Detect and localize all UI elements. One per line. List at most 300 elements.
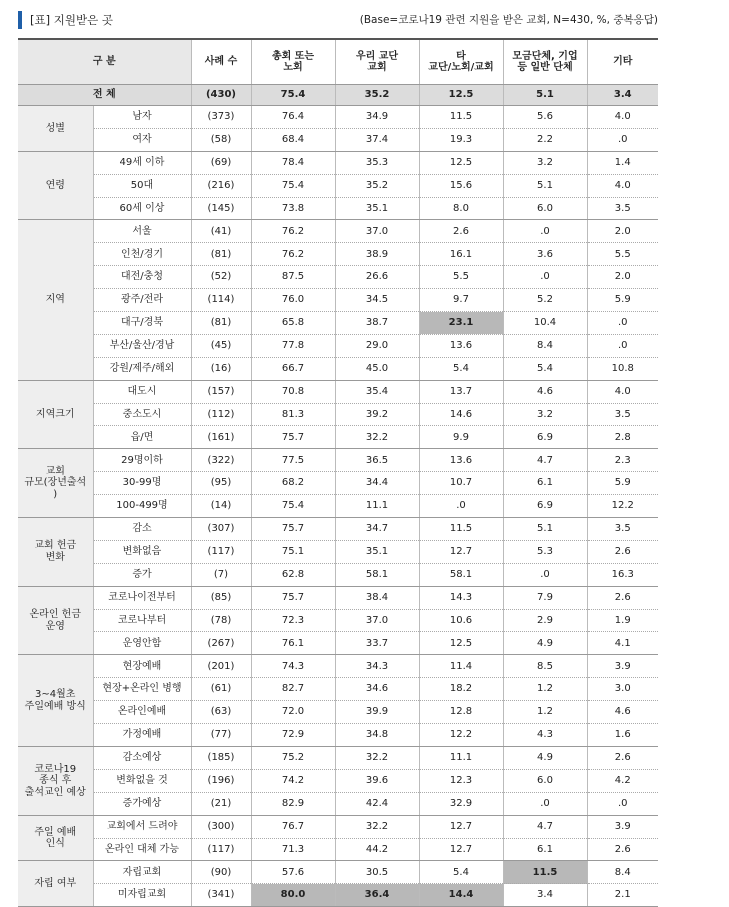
table-row — [18, 220, 658, 243]
data-cell: 15.6 — [419, 174, 503, 197]
table-row — [18, 792, 658, 815]
data-cell: 39.6 — [335, 769, 419, 792]
data-cell: 58.1 — [419, 563, 503, 586]
data-cell: 1.6 — [587, 724, 658, 747]
data-cell: 3.5 — [587, 403, 658, 426]
row-count: (14) — [191, 495, 251, 518]
row-label: 코로나이전부터 — [93, 586, 191, 609]
table-row — [18, 609, 658, 632]
data-cell: 75.4 — [251, 495, 335, 518]
table-row — [18, 632, 658, 655]
data-cell: 11.1 — [419, 746, 503, 769]
row-label: 강원/제주/해외 — [93, 357, 191, 380]
data-cell: 5.5 — [587, 243, 658, 266]
row-count: (41) — [191, 220, 251, 243]
data-cell: 12.5 — [419, 632, 503, 655]
row-label: 30-99명 — [93, 472, 191, 495]
table-row — [18, 769, 658, 792]
row-label: 온라인 대체 가능 — [93, 838, 191, 861]
data-cell: 65.8 — [251, 312, 335, 335]
data-cell: .0 — [587, 792, 658, 815]
data-cell: .0 — [503, 563, 587, 586]
row-count: (95) — [191, 472, 251, 495]
data-cell: 4.9 — [503, 746, 587, 769]
data-cell: 76.4 — [251, 106, 335, 129]
row-label: 감소 — [93, 518, 191, 541]
data-cell: 16.3 — [587, 563, 658, 586]
table-row — [18, 701, 658, 724]
data-cell: 62.8 — [251, 563, 335, 586]
row-label: 부산/울산/경남 — [93, 334, 191, 357]
row-label: 운영안함 — [93, 632, 191, 655]
group-label: 지역 — [18, 220, 93, 380]
data-cell: 2.8 — [587, 426, 658, 449]
data-cell: 4.7 — [503, 449, 587, 472]
data-cell: 12.7 — [419, 838, 503, 861]
row-count: (78) — [191, 609, 251, 632]
data-cell: 2.0 — [587, 220, 658, 243]
data-cell: 75.7 — [251, 586, 335, 609]
data-cell: 16.1 — [419, 243, 503, 266]
data-cell: 72.9 — [251, 724, 335, 747]
table-row — [18, 655, 658, 678]
row-label: 100-499명 — [93, 495, 191, 518]
table-row — [18, 586, 658, 609]
header-col3: 타 교단/노회/교회 — [419, 39, 503, 85]
data-cell: 4.7 — [503, 815, 587, 838]
data-cell: 10.7 — [419, 472, 503, 495]
data-cell: 9.9 — [419, 426, 503, 449]
highlighted-cell: 14.4 — [419, 884, 503, 907]
row-label: 읍/면 — [93, 426, 191, 449]
data-cell: 37.4 — [335, 128, 419, 151]
total-value: 5.1 — [503, 85, 587, 106]
data-cell: 8.4 — [587, 861, 658, 884]
data-cell: 76.7 — [251, 815, 335, 838]
row-count: (81) — [191, 243, 251, 266]
group-label: 코로나19 종식 후 출석교인 예상 — [18, 746, 93, 815]
row-label: 인천/경기 — [93, 243, 191, 266]
row-label: 60세 이상 — [93, 197, 191, 220]
data-cell: 32.9 — [419, 792, 503, 815]
data-cell: 2.1 — [587, 884, 658, 907]
data-cell: 5.4 — [419, 357, 503, 380]
data-cell: 77.5 — [251, 449, 335, 472]
data-cell: 5.1 — [503, 174, 587, 197]
data-cell: 34.4 — [335, 472, 419, 495]
row-label: 대도시 — [93, 380, 191, 403]
data-cell: 3.2 — [503, 403, 587, 426]
data-cell: 68.4 — [251, 128, 335, 151]
data-cell: .0 — [503, 792, 587, 815]
data-cell: 30.5 — [335, 861, 419, 884]
data-cell: 35.2 — [335, 174, 419, 197]
table-row — [18, 861, 658, 884]
header-col4: 모금단체, 기업 등 일반 단체 — [503, 39, 587, 85]
data-cell: 42.4 — [335, 792, 419, 815]
data-cell: 6.0 — [503, 197, 587, 220]
data-cell: 82.7 — [251, 678, 335, 701]
data-cell: 39.9 — [335, 701, 419, 724]
row-count: (81) — [191, 312, 251, 335]
data-cell: .0 — [503, 220, 587, 243]
row-label: 현장+온라인 병행 — [93, 678, 191, 701]
row-label: 가정예배 — [93, 724, 191, 747]
table-row — [18, 128, 658, 151]
table-row — [18, 174, 658, 197]
data-cell: 1.4 — [587, 151, 658, 174]
data-cell: 12.7 — [419, 815, 503, 838]
table-row — [18, 334, 658, 357]
header-col2: 우리 교단 교회 — [335, 39, 419, 85]
header-col1: 총회 또는 노회 — [251, 39, 335, 85]
data-cell: 34.9 — [335, 106, 419, 129]
data-cell: 6.9 — [503, 426, 587, 449]
data-cell: 73.8 — [251, 197, 335, 220]
data-cell: 37.0 — [335, 609, 419, 632]
data-cell: 75.1 — [251, 540, 335, 563]
row-label: 온라인예배 — [93, 701, 191, 724]
table-row — [18, 357, 658, 380]
data-cell: 4.9 — [503, 632, 587, 655]
data-cell: 5.3 — [503, 540, 587, 563]
data-cell: 2.0 — [587, 266, 658, 289]
data-cell: 36.5 — [335, 449, 419, 472]
data-cell: 38.4 — [335, 586, 419, 609]
data-cell: 5.9 — [587, 289, 658, 312]
data-cell: 3.4 — [503, 884, 587, 907]
data-cell: 1.2 — [503, 701, 587, 724]
group-label: 자립 여부 — [18, 861, 93, 907]
data-cell: 2.6 — [587, 586, 658, 609]
data-cell: 12.8 — [419, 701, 503, 724]
data-cell: .0 — [587, 334, 658, 357]
data-cell: 12.2 — [587, 495, 658, 518]
data-cell: 34.6 — [335, 678, 419, 701]
table-title-bar — [18, 10, 658, 32]
row-label: 광주/전라 — [93, 289, 191, 312]
row-label: 변화없을 것 — [93, 769, 191, 792]
base-note: (Base=코로나19 관련 지원을 받은 교회, N=430, %, 중복응답) — [359, 14, 658, 26]
data-cell: 34.7 — [335, 518, 419, 541]
data-cell: 34.5 — [335, 289, 419, 312]
table-row — [18, 838, 658, 861]
header-count: 사례 수 — [191, 39, 251, 85]
row-count: (61) — [191, 678, 251, 701]
data-cell: 5.6 — [503, 106, 587, 129]
row-label: 미자립교회 — [93, 884, 191, 907]
data-cell: 19.3 — [419, 128, 503, 151]
data-cell: 5.5 — [419, 266, 503, 289]
table-row — [18, 518, 658, 541]
data-cell: 77.8 — [251, 334, 335, 357]
row-count: (307) — [191, 518, 251, 541]
table-row — [18, 266, 658, 289]
row-count: (341) — [191, 884, 251, 907]
row-count: (185) — [191, 746, 251, 769]
row-count: (157) — [191, 380, 251, 403]
row-label: 자립교회 — [93, 861, 191, 884]
data-cell: 81.3 — [251, 403, 335, 426]
table-row — [18, 495, 658, 518]
table-row — [18, 884, 658, 907]
row-label: 교회에서 드려야 — [93, 815, 191, 838]
data-cell: 2.3 — [587, 449, 658, 472]
data-cell: 2.9 — [503, 609, 587, 632]
row-count: (85) — [191, 586, 251, 609]
table-row — [18, 678, 658, 701]
data-cell: .0 — [419, 495, 503, 518]
data-cell: 4.0 — [587, 380, 658, 403]
data-cell: 12.2 — [419, 724, 503, 747]
row-label: 중소도시 — [93, 403, 191, 426]
total-value: 75.4 — [251, 85, 335, 106]
row-count: (201) — [191, 655, 251, 678]
data-cell: 6.1 — [503, 472, 587, 495]
row-label: 현장예배 — [93, 655, 191, 678]
data-cell: 6.9 — [503, 495, 587, 518]
data-cell: 32.2 — [335, 815, 419, 838]
row-count: (58) — [191, 128, 251, 151]
group-label: 지역크기 — [18, 380, 93, 449]
data-cell: 9.7 — [419, 289, 503, 312]
highlighted-cell: 80.0 — [251, 884, 335, 907]
data-cell: 3.5 — [587, 197, 658, 220]
row-count: (77) — [191, 724, 251, 747]
row-label: 서울 — [93, 220, 191, 243]
data-cell: 44.2 — [335, 838, 419, 861]
data-cell: 75.7 — [251, 426, 335, 449]
row-count: (196) — [191, 769, 251, 792]
row-label: 변화없음 — [93, 540, 191, 563]
table-row — [18, 403, 658, 426]
data-cell: 38.9 — [335, 243, 419, 266]
data-cell: 35.3 — [335, 151, 419, 174]
table-row — [18, 243, 658, 266]
data-cell: 10.6 — [419, 609, 503, 632]
data-cell: 72.0 — [251, 701, 335, 724]
row-count: (373) — [191, 106, 251, 129]
row-count: (52) — [191, 266, 251, 289]
data-cell: 13.6 — [419, 334, 503, 357]
data-cell: 39.2 — [335, 403, 419, 426]
support-source-table — [18, 38, 658, 907]
data-cell: 12.5 — [419, 151, 503, 174]
row-count: (114) — [191, 289, 251, 312]
data-cell: 74.3 — [251, 655, 335, 678]
row-count: (45) — [191, 334, 251, 357]
data-cell: 7.9 — [503, 586, 587, 609]
data-cell: 4.1 — [587, 632, 658, 655]
data-cell: 3.5 — [587, 518, 658, 541]
data-cell: 75.2 — [251, 746, 335, 769]
row-label: 증가예상 — [93, 792, 191, 815]
data-cell: 4.6 — [503, 380, 587, 403]
data-cell: 10.8 — [587, 357, 658, 380]
data-cell: 33.7 — [335, 632, 419, 655]
data-cell: 3.9 — [587, 655, 658, 678]
data-cell: 35.1 — [335, 197, 419, 220]
data-cell: 4.3 — [503, 724, 587, 747]
data-cell: 14.3 — [419, 586, 503, 609]
total-value: 3.4 — [587, 85, 658, 106]
row-count: (145) — [191, 197, 251, 220]
table-row — [18, 815, 658, 838]
data-cell: 2.6 — [587, 838, 658, 861]
data-cell: 18.2 — [419, 678, 503, 701]
data-cell: 75.7 — [251, 518, 335, 541]
row-label: 증가 — [93, 563, 191, 586]
data-cell: 78.4 — [251, 151, 335, 174]
data-cell: .0 — [587, 128, 658, 151]
group-label: 연령 — [18, 151, 93, 220]
data-cell: 87.5 — [251, 266, 335, 289]
row-label: 코로나부터 — [93, 609, 191, 632]
data-cell: 38.7 — [335, 312, 419, 335]
data-cell: 2.2 — [503, 128, 587, 151]
data-cell: 12.3 — [419, 769, 503, 792]
group-label: 교회 헌금 변화 — [18, 518, 93, 587]
table-row — [18, 563, 658, 586]
data-cell: 3.0 — [587, 678, 658, 701]
data-cell: 5.2 — [503, 289, 587, 312]
data-cell: 1.2 — [503, 678, 587, 701]
table-row — [18, 151, 658, 174]
table-row — [18, 106, 658, 129]
data-cell: 2.6 — [419, 220, 503, 243]
table-row — [18, 380, 658, 403]
table-row — [18, 540, 658, 563]
table-row — [18, 449, 658, 472]
data-cell: 3.6 — [503, 243, 587, 266]
table-row — [18, 724, 658, 747]
data-cell: 82.9 — [251, 792, 335, 815]
header-category: 구 분 — [18, 39, 191, 85]
data-cell: 37.0 — [335, 220, 419, 243]
row-label: 남자 — [93, 106, 191, 129]
group-label: 온라인 헌금 운영 — [18, 586, 93, 655]
data-cell: 72.3 — [251, 609, 335, 632]
row-count: (112) — [191, 403, 251, 426]
data-cell: 11.1 — [335, 495, 419, 518]
data-cell: 34.8 — [335, 724, 419, 747]
total-count: (430) — [191, 85, 251, 106]
row-label: 50대 — [93, 174, 191, 197]
data-cell: 4.0 — [587, 174, 658, 197]
highlighted-cell: 23.1 — [419, 312, 503, 335]
data-cell: .0 — [503, 266, 587, 289]
row-count: (69) — [191, 151, 251, 174]
data-cell: 29.0 — [335, 334, 419, 357]
data-cell: 5.9 — [587, 472, 658, 495]
title-marker — [18, 11, 22, 29]
row-count: (21) — [191, 792, 251, 815]
row-count: (63) — [191, 701, 251, 724]
table-row — [18, 426, 658, 449]
data-cell: 35.1 — [335, 540, 419, 563]
row-count: (267) — [191, 632, 251, 655]
group-label: 교회 규모(장년출석 ) — [18, 449, 93, 518]
data-cell: 34.3 — [335, 655, 419, 678]
table-row — [18, 746, 658, 769]
total-value: 35.2 — [335, 85, 419, 106]
data-cell: 11.4 — [419, 655, 503, 678]
data-cell: 76.2 — [251, 243, 335, 266]
data-cell: 10.4 — [503, 312, 587, 335]
row-count: (90) — [191, 861, 251, 884]
data-cell: 13.7 — [419, 380, 503, 403]
data-cell: 6.0 — [503, 769, 587, 792]
row-label: 대구/경북 — [93, 312, 191, 335]
highlighted-cell: 36.4 — [335, 884, 419, 907]
highlighted-cell: 11.5 — [503, 861, 587, 884]
total-row — [18, 85, 658, 106]
data-cell: 3.2 — [503, 151, 587, 174]
row-label: 29명이하 — [93, 449, 191, 472]
total-label: 전 체 — [18, 85, 191, 106]
header-row — [18, 39, 658, 85]
row-label: 감소예상 — [93, 746, 191, 769]
row-count: (16) — [191, 357, 251, 380]
data-cell: 8.4 — [503, 334, 587, 357]
data-cell: .0 — [587, 312, 658, 335]
data-cell: 58.1 — [335, 563, 419, 586]
table-row — [18, 289, 658, 312]
data-cell: 2.6 — [587, 746, 658, 769]
row-label: 49세 이하 — [93, 151, 191, 174]
table-row — [18, 472, 658, 495]
data-cell: 35.4 — [335, 380, 419, 403]
group-label: 성별 — [18, 106, 93, 152]
header-col5: 기타 — [587, 39, 658, 85]
row-count: (7) — [191, 563, 251, 586]
data-cell: 76.1 — [251, 632, 335, 655]
data-cell: 68.2 — [251, 472, 335, 495]
row-count: (322) — [191, 449, 251, 472]
data-cell: 57.6 — [251, 861, 335, 884]
data-cell: 66.7 — [251, 357, 335, 380]
data-cell: 76.2 — [251, 220, 335, 243]
row-count: (300) — [191, 815, 251, 838]
data-cell: 32.2 — [335, 426, 419, 449]
data-cell: 5.4 — [419, 861, 503, 884]
data-cell: 8.5 — [503, 655, 587, 678]
data-cell: 3.9 — [587, 815, 658, 838]
row-count: (216) — [191, 174, 251, 197]
row-label: 여자 — [93, 128, 191, 151]
data-cell: 26.6 — [335, 266, 419, 289]
data-cell: 70.8 — [251, 380, 335, 403]
row-label: 대전/충청 — [93, 266, 191, 289]
data-cell: 5.4 — [503, 357, 587, 380]
data-cell: 8.0 — [419, 197, 503, 220]
total-value: 12.5 — [419, 85, 503, 106]
data-cell: 76.0 — [251, 289, 335, 312]
row-count: (117) — [191, 540, 251, 563]
data-cell: 5.1 — [503, 518, 587, 541]
row-count: (161) — [191, 426, 251, 449]
data-cell: 4.6 — [587, 701, 658, 724]
data-cell: 45.0 — [335, 357, 419, 380]
data-cell: 4.2 — [587, 769, 658, 792]
data-cell: 1.9 — [587, 609, 658, 632]
data-cell: 14.6 — [419, 403, 503, 426]
data-cell: 74.2 — [251, 769, 335, 792]
data-cell: 11.5 — [419, 518, 503, 541]
data-cell: 13.6 — [419, 449, 503, 472]
data-cell: 32.2 — [335, 746, 419, 769]
data-cell: 2.6 — [587, 540, 658, 563]
